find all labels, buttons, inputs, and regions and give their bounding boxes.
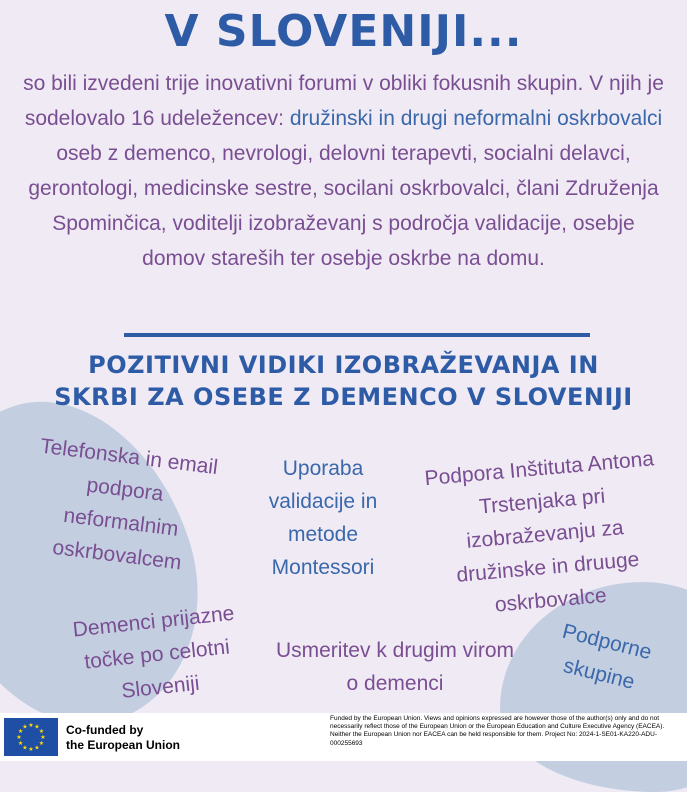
section-heading <box>20 349 667 413</box>
intro-text-part2: oseb z demenco, nevrologi, delovni terapevti, socialni delavci, gerontologi, medicinske sestre, socilani oskrbovalci, člani Združenja Spominčica, voditelji izobraževanj s področja validacije, osebje domov stareših ter osebje oskrbe na domu. <box>28 142 659 270</box>
section-divider <box>124 333 590 337</box>
funding-disclaimer: Funded by the European Union. Views and opinions expressed are however those of the author(s) only and do not necessarily reflect those of the European Union or the European Education and Culture Executive Agency (EACEA). Neither the European Union nor EACEA can be held responsible for them. Project No: 2024-1-SE01-KA220-ADU-000255693 <box>330 715 665 747</box>
svg-text:★: ★ <box>34 744 40 752</box>
aspect-item-phone-email-support: Telefonska in email podpora neformalnim oskrbovalcem <box>38 434 220 575</box>
svg-text:★: ★ <box>17 728 24 735</box>
svg-text:★: ★ <box>16 734 22 741</box>
svg-text:★: ★ <box>17 740 24 747</box>
svg-text:★: ★ <box>22 723 28 731</box>
intro-paragraph <box>20 66 667 276</box>
svg-text:★: ★ <box>38 740 45 747</box>
aspect-item-validation-montessori: Uporaba validacije in metode Montessori <box>268 457 378 579</box>
aspect-item-other-resources: Usmeritev k drugim virom o demenci <box>275 639 515 695</box>
page-title: V SLOVENIJI... <box>164 6 523 57</box>
section-heading-line2: SKRBI ZA OSEBE Z DEMENCO V SLOVENIJI <box>54 383 633 411</box>
aspect-item-institute-support: Podpora Inštituta Antona Trstenjaka pri izobraževanju za družinske in druuge oskrbovalce <box>423 447 655 617</box>
eu-flag-icon <box>4 718 58 756</box>
aspect-item-support-groups: Podporne skupine <box>560 619 654 694</box>
svg-text:★: ★ <box>38 728 45 735</box>
svg-text:★: ★ <box>34 723 40 731</box>
section-heading-line1: POZITIVNI VIDIKI IZOBRAŽEVANJA IN <box>88 351 599 379</box>
footer <box>0 713 687 761</box>
svg-text:★: ★ <box>40 734 46 741</box>
svg-text:★: ★ <box>28 722 34 729</box>
cofunded-label <box>66 723 216 753</box>
intro-highlight: družinski in drugi neformalni oskrbovalci <box>289 107 663 130</box>
intro-text-part1: so bili izvedeni trije inovativni forumi v obliki fokusnih skupin. V njih je sodelovalo 16 udeležencev: <box>23 72 664 130</box>
cofunded-line1: Co-funded by <box>66 723 144 737</box>
svg-text:★: ★ <box>22 744 28 752</box>
svg-text:★: ★ <box>28 746 34 753</box>
aspect-item-dementia-friendly-points: Demenci prijazne točke po celotni Sloveniji <box>71 601 236 703</box>
cofunded-line2: the European Union <box>66 738 180 752</box>
